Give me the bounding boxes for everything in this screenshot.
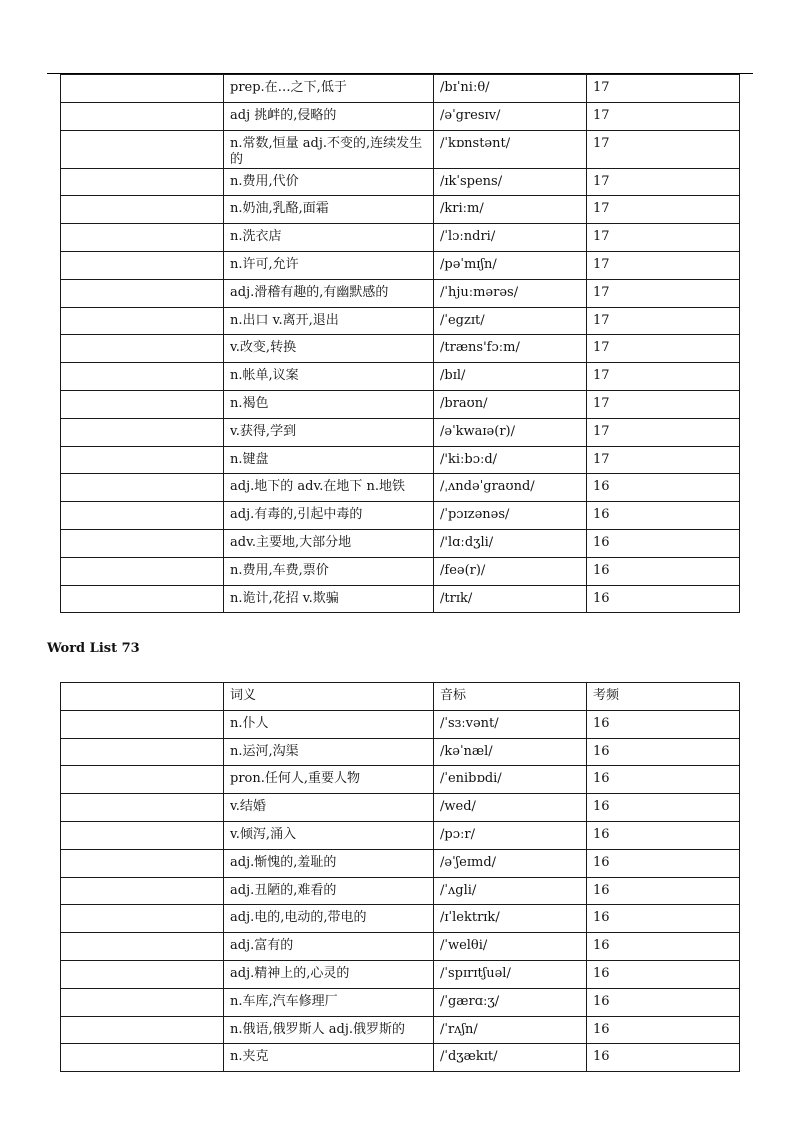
phonetic-cell: /əˈgresɪv/ xyxy=(434,102,587,130)
table-header-row xyxy=(61,683,740,711)
phonetic-cell: /ˈegzɪt/ xyxy=(434,307,587,335)
row-blank-cell xyxy=(61,363,224,391)
phonetic-cell: /træns'fɔːm/ xyxy=(434,335,587,363)
frequency-cell: 17 xyxy=(587,196,740,224)
table-row xyxy=(61,960,740,988)
row-blank-cell xyxy=(61,75,224,103)
header-meaning: 词义 xyxy=(224,683,434,711)
table-row xyxy=(61,988,740,1016)
phonetic-cell: /bɪl/ xyxy=(434,363,587,391)
meaning-cell: n.键盘 xyxy=(224,446,434,474)
row-blank-cell xyxy=(61,446,224,474)
table-row xyxy=(61,474,740,502)
table-row xyxy=(61,130,740,168)
meaning-cell: adv.主要地,大部分地 xyxy=(224,529,434,557)
row-blank-cell xyxy=(61,849,224,877)
meaning-cell: adj.丑陋的,难看的 xyxy=(224,877,434,905)
row-blank-cell xyxy=(61,1016,224,1044)
row-blank-cell xyxy=(61,794,224,822)
row-blank-cell xyxy=(61,251,224,279)
frequency-cell: 17 xyxy=(587,224,740,252)
row-blank-cell xyxy=(61,738,224,766)
row-blank-cell xyxy=(61,585,224,613)
table-row xyxy=(61,849,740,877)
phonetic-cell: /trɪk/ xyxy=(434,585,587,613)
meaning-cell: n.仆人 xyxy=(224,710,434,738)
row-blank-cell xyxy=(61,821,224,849)
table-row xyxy=(61,102,740,130)
frequency-cell: 17 xyxy=(587,130,740,168)
frequency-cell: 16 xyxy=(587,988,740,1016)
frequency-cell: 17 xyxy=(587,446,740,474)
frequency-cell: 16 xyxy=(587,849,740,877)
row-blank-cell xyxy=(61,766,224,794)
row-blank-cell xyxy=(61,557,224,585)
table-row xyxy=(61,196,740,224)
table-row xyxy=(61,363,740,391)
row-blank-cell xyxy=(61,988,224,1016)
header-frequency: 考频 xyxy=(587,683,740,711)
phonetic-cell: /əˈʃeɪmd/ xyxy=(434,849,587,877)
header-cell-blank xyxy=(61,683,224,711)
phonetic-cell: /ˈgærɑːʒ/ xyxy=(434,988,587,1016)
row-blank-cell xyxy=(61,279,224,307)
meaning-cell: n.许可,允许 xyxy=(224,251,434,279)
phonetic-cell: /kriːm/ xyxy=(434,196,587,224)
row-blank-cell xyxy=(61,502,224,530)
table-row xyxy=(61,335,740,363)
meaning-cell: adj 挑衅的,侵略的 xyxy=(224,102,434,130)
frequency-cell: 17 xyxy=(587,363,740,391)
meaning-cell: n.褐色 xyxy=(224,390,434,418)
phonetic-cell: /ɪˈlektrɪk/ xyxy=(434,905,587,933)
frequency-cell: 16 xyxy=(587,877,740,905)
frequency-cell: 16 xyxy=(587,1044,740,1072)
frequency-cell: 17 xyxy=(587,75,740,103)
row-blank-cell xyxy=(61,335,224,363)
row-blank-cell xyxy=(61,224,224,252)
table-row xyxy=(61,251,740,279)
meaning-cell: adj.有毒的,引起中毒的 xyxy=(224,502,434,530)
frequency-cell: 16 xyxy=(587,821,740,849)
table-row xyxy=(61,766,740,794)
table-row xyxy=(61,1016,740,1044)
phonetic-cell: /feə(r)/ xyxy=(434,557,587,585)
frequency-cell: 16 xyxy=(587,502,740,530)
meaning-cell: n.诡计,花招 v.欺骗 xyxy=(224,585,434,613)
table-row xyxy=(61,877,740,905)
meaning-cell: n.费用,车费,票价 xyxy=(224,557,434,585)
frequency-cell: 16 xyxy=(587,474,740,502)
row-blank-cell xyxy=(61,529,224,557)
phonetic-cell: /ˈdʒækɪt/ xyxy=(434,1044,587,1072)
table-row xyxy=(61,279,740,307)
meaning-cell: n.车库,汽车修理厂 xyxy=(224,988,434,1016)
table-row xyxy=(61,585,740,613)
phonetic-cell: /pəˈmɪʃn/ xyxy=(434,251,587,279)
row-blank-cell xyxy=(61,390,224,418)
vocab-table-continued xyxy=(60,74,740,613)
table-row xyxy=(61,794,740,822)
row-blank-cell xyxy=(61,196,224,224)
meaning-cell: adj.惭愧的,羞耻的 xyxy=(224,849,434,877)
phonetic-cell: /wed/ xyxy=(434,794,587,822)
table-row xyxy=(61,224,740,252)
frequency-cell: 16 xyxy=(587,585,740,613)
table-row xyxy=(61,418,740,446)
table-row xyxy=(61,905,740,933)
meaning-cell: adj.电的,电动的,带电的 xyxy=(224,905,434,933)
frequency-cell: 16 xyxy=(587,794,740,822)
phonetic-cell: /ˈspɪrɪtʃuəl/ xyxy=(434,960,587,988)
phonetic-cell: /'kiːbɔːd/ xyxy=(434,446,587,474)
meaning-cell: adj.精神上的,心灵的 xyxy=(224,960,434,988)
frequency-cell: 17 xyxy=(587,335,740,363)
phonetic-cell: /ˈlɔːndri/ xyxy=(434,224,587,252)
frequency-cell: 16 xyxy=(587,710,740,738)
meaning-cell: v.获得,学到 xyxy=(224,418,434,446)
meaning-cell: n.夹克 xyxy=(224,1044,434,1072)
frequency-cell: 16 xyxy=(587,905,740,933)
header-phonetic: 音标 xyxy=(434,683,587,711)
meaning-cell: n.出口 v.离开,退出 xyxy=(224,307,434,335)
row-blank-cell xyxy=(61,905,224,933)
word-list-heading: Word List 73 xyxy=(47,641,140,656)
table-row xyxy=(61,821,740,849)
meaning-cell: prep.在…之下,低于 xyxy=(224,75,434,103)
meaning-cell: v.结婚 xyxy=(224,794,434,822)
phonetic-cell: /ˈenibɒdi/ xyxy=(434,766,587,794)
table-row xyxy=(61,307,740,335)
meaning-cell: n.俄语,俄罗斯人 adj.俄罗斯的 xyxy=(224,1016,434,1044)
meaning-cell: v.改变,转换 xyxy=(224,335,434,363)
table-row xyxy=(61,1044,740,1072)
row-blank-cell xyxy=(61,418,224,446)
row-blank-cell xyxy=(61,307,224,335)
table-row xyxy=(61,710,740,738)
meaning-cell: n.常数,恒量 adj.不变的,连续发生的 xyxy=(224,130,434,168)
phonetic-cell: /ˈpɔɪzənəs/ xyxy=(434,502,587,530)
meaning-cell: pron.任何人,重要人物 xyxy=(224,766,434,794)
frequency-cell: 16 xyxy=(587,933,740,961)
meaning-cell: n.帐单,议案 xyxy=(224,363,434,391)
meaning-cell: n.奶油,乳酪,面霜 xyxy=(224,196,434,224)
row-blank-cell xyxy=(61,710,224,738)
meaning-cell: adj.滑稽有趣的,有幽默感的 xyxy=(224,279,434,307)
meaning-cell: v.倾泻,涌入 xyxy=(224,821,434,849)
phonetic-cell: /braʊn/ xyxy=(434,390,587,418)
phonetic-cell: /ˈwelθi/ xyxy=(434,933,587,961)
phonetic-cell: /pɔːr/ xyxy=(434,821,587,849)
frequency-cell: 16 xyxy=(587,1016,740,1044)
phonetic-cell: /əˈkwaɪə(r)/ xyxy=(434,418,587,446)
meaning-cell: adj.富有的 xyxy=(224,933,434,961)
table-row xyxy=(61,933,740,961)
phonetic-cell: /ˈhjuːmərəs/ xyxy=(434,279,587,307)
table-row xyxy=(61,446,740,474)
row-blank-cell xyxy=(61,130,224,168)
frequency-cell: 16 xyxy=(587,529,740,557)
row-blank-cell xyxy=(61,474,224,502)
frequency-cell: 16 xyxy=(587,738,740,766)
vocab-table-word-list-73 xyxy=(60,682,740,1072)
phonetic-cell: /ˈʌgli/ xyxy=(434,877,587,905)
row-blank-cell xyxy=(61,933,224,961)
meaning-cell: n.费用,代价 xyxy=(224,168,434,196)
row-blank-cell xyxy=(61,960,224,988)
frequency-cell: 16 xyxy=(587,960,740,988)
table-row xyxy=(61,529,740,557)
table-row xyxy=(61,75,740,103)
phonetic-cell: /ˈkɒnstənt/ xyxy=(434,130,587,168)
table-row xyxy=(61,168,740,196)
frequency-cell: 17 xyxy=(587,390,740,418)
frequency-cell: 17 xyxy=(587,307,740,335)
table-row xyxy=(61,502,740,530)
table-row xyxy=(61,390,740,418)
frequency-cell: 16 xyxy=(587,766,740,794)
frequency-cell: 17 xyxy=(587,418,740,446)
meaning-cell: adj.地下的 adv.在地下 n.地铁 xyxy=(224,474,434,502)
meaning-cell: n.运河,沟渠 xyxy=(224,738,434,766)
frequency-cell: 16 xyxy=(587,557,740,585)
frequency-cell: 17 xyxy=(587,279,740,307)
meaning-cell: n.洗衣店 xyxy=(224,224,434,252)
row-blank-cell xyxy=(61,1044,224,1072)
frequency-cell: 17 xyxy=(587,168,740,196)
phonetic-cell: /ˌʌndəˈgraʊnd/ xyxy=(434,474,587,502)
phonetic-cell: /ˈrʌʃn/ xyxy=(434,1016,587,1044)
frequency-cell: 17 xyxy=(587,102,740,130)
row-blank-cell xyxy=(61,168,224,196)
phonetic-cell: /'lɑːdʒli/ xyxy=(434,529,587,557)
row-blank-cell xyxy=(61,877,224,905)
phonetic-cell: /bɪˈniːθ/ xyxy=(434,75,587,103)
frequency-cell: 17 xyxy=(587,251,740,279)
phonetic-cell: /ɪkˈspens/ xyxy=(434,168,587,196)
phonetic-cell: /kəˈnæl/ xyxy=(434,738,587,766)
phonetic-cell: /ˈsɜːvənt/ xyxy=(434,710,587,738)
table-row xyxy=(61,557,740,585)
row-blank-cell xyxy=(61,102,224,130)
table-row xyxy=(61,738,740,766)
